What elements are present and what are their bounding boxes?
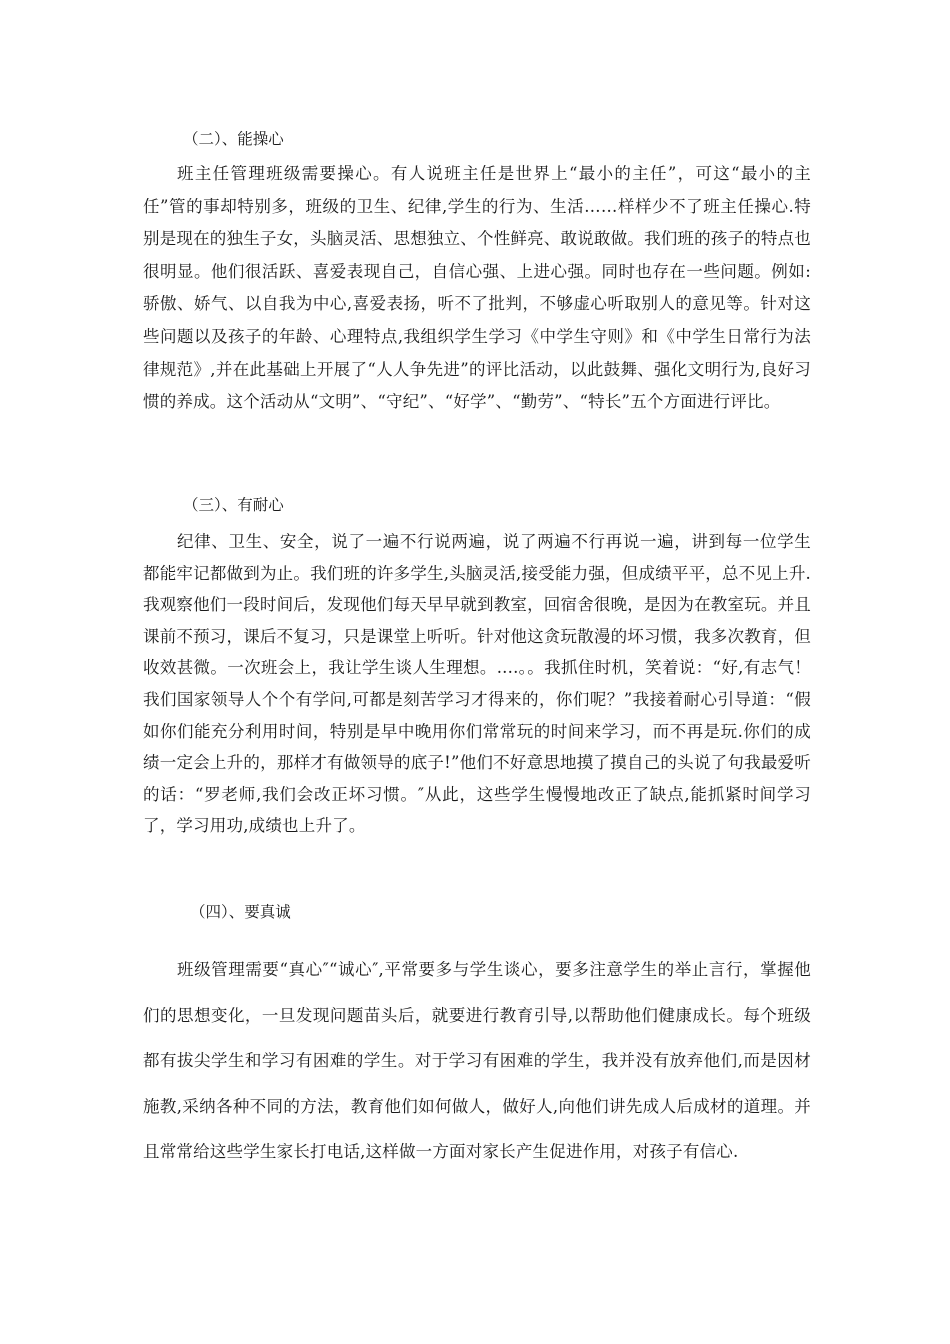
section-paragraph-2: 班主任管理班级需要操心。有人说班主任是世界上“最小的主任”，可这“最小的主任”管的事却特别多，班级的卫生、纪律,学生的行为、生活……样样少不了班主任操心.特别是现在的独生子女，头脑灵活、思想独立、个性鲜亮、敢说敢做。我们班的孩子的特点也很明显。他们很活跃、喜爱表现自己，自信心强、上进心强。同时也存在一些问题。例如:骄傲、娇气、以自我为中心,喜爱表扬，听不了批判，不够虚心听取别人的意见等。针对这些问题以及孩子的年龄、心理特点,我组织学生学习《中学生守则》和《中学生日常行为法律规范》,并在此基础上开展了“人人争先进”的评比活动，以此鼓舞、强化文明行为,良好习惯的养成。这个活动从“文明”、“守纪”、“好学”、“勤劳”、“特长”五个方面进行评比。 xyxy=(143,164,811,412)
section-heading-4: （四）、要真诚 xyxy=(190,903,291,921)
section-paragraph-3: 纪律、卫生、安全，说了一遍不行说两遍，说了两遍不行再说一遍，讲到每一位学生都能牢记都做到为止。我们班的许多学生,头脑灵活,接受能力强，但成绩平平，总不见上升.我观察他们一段时间后，发现他们每天早早就到教室，回宿舍很晚，是因为在教室玩。并且课前不预习，课后不复习，只是课堂上听听。针对他这贪玩散漫的坏习惯，我多次教育，但收效甚微。一次班会上，我让学生谈人生理想。....。。我抓住时机，笑着说：“好,有志气！我们国家领导人个个有学问,可都是刻苦学习才得来的，你们呢？”我接着耐心引导道：“假如你们能充分利用时间，特别是早中晚用你们常常玩的时间来学习，而不再是玩.你们的成绩一定会上升的，那样才有做领导的底子!”他们不好意思地摸了摸自己的头说了句我最爱听的话：“罗老师,我们会改正坏习惯。″从此，这些学生慢慢地改正了缺点,能抓紧时间学习了，学习用功,成绩也上升了。 xyxy=(143,532,811,836)
section-heading-3: （三）、有耐心 xyxy=(183,496,284,514)
section-heading-2: （二）、能操心 xyxy=(183,130,284,148)
section-paragraph-4: 班级管理需要“真心″“诚心″,平常要多与学生谈心，要多注意学生的举止言行，掌握他们的思想变化，一旦发现问题苗头后，就要进行教育引导,以帮助他们健康成长。每个班级都有拔尖学生和学习有困难的学生。对于学习有困难的学生，我并没有放弃他们,而是因材施教,采纳各种不同的方法，教育他们如何做人，做好人,向他们讲先成人后成材的道理。并且常常给这些学生家长打电话,这样做一方面对家长产生促进作用，对孩子有信心. xyxy=(143,960,811,1162)
